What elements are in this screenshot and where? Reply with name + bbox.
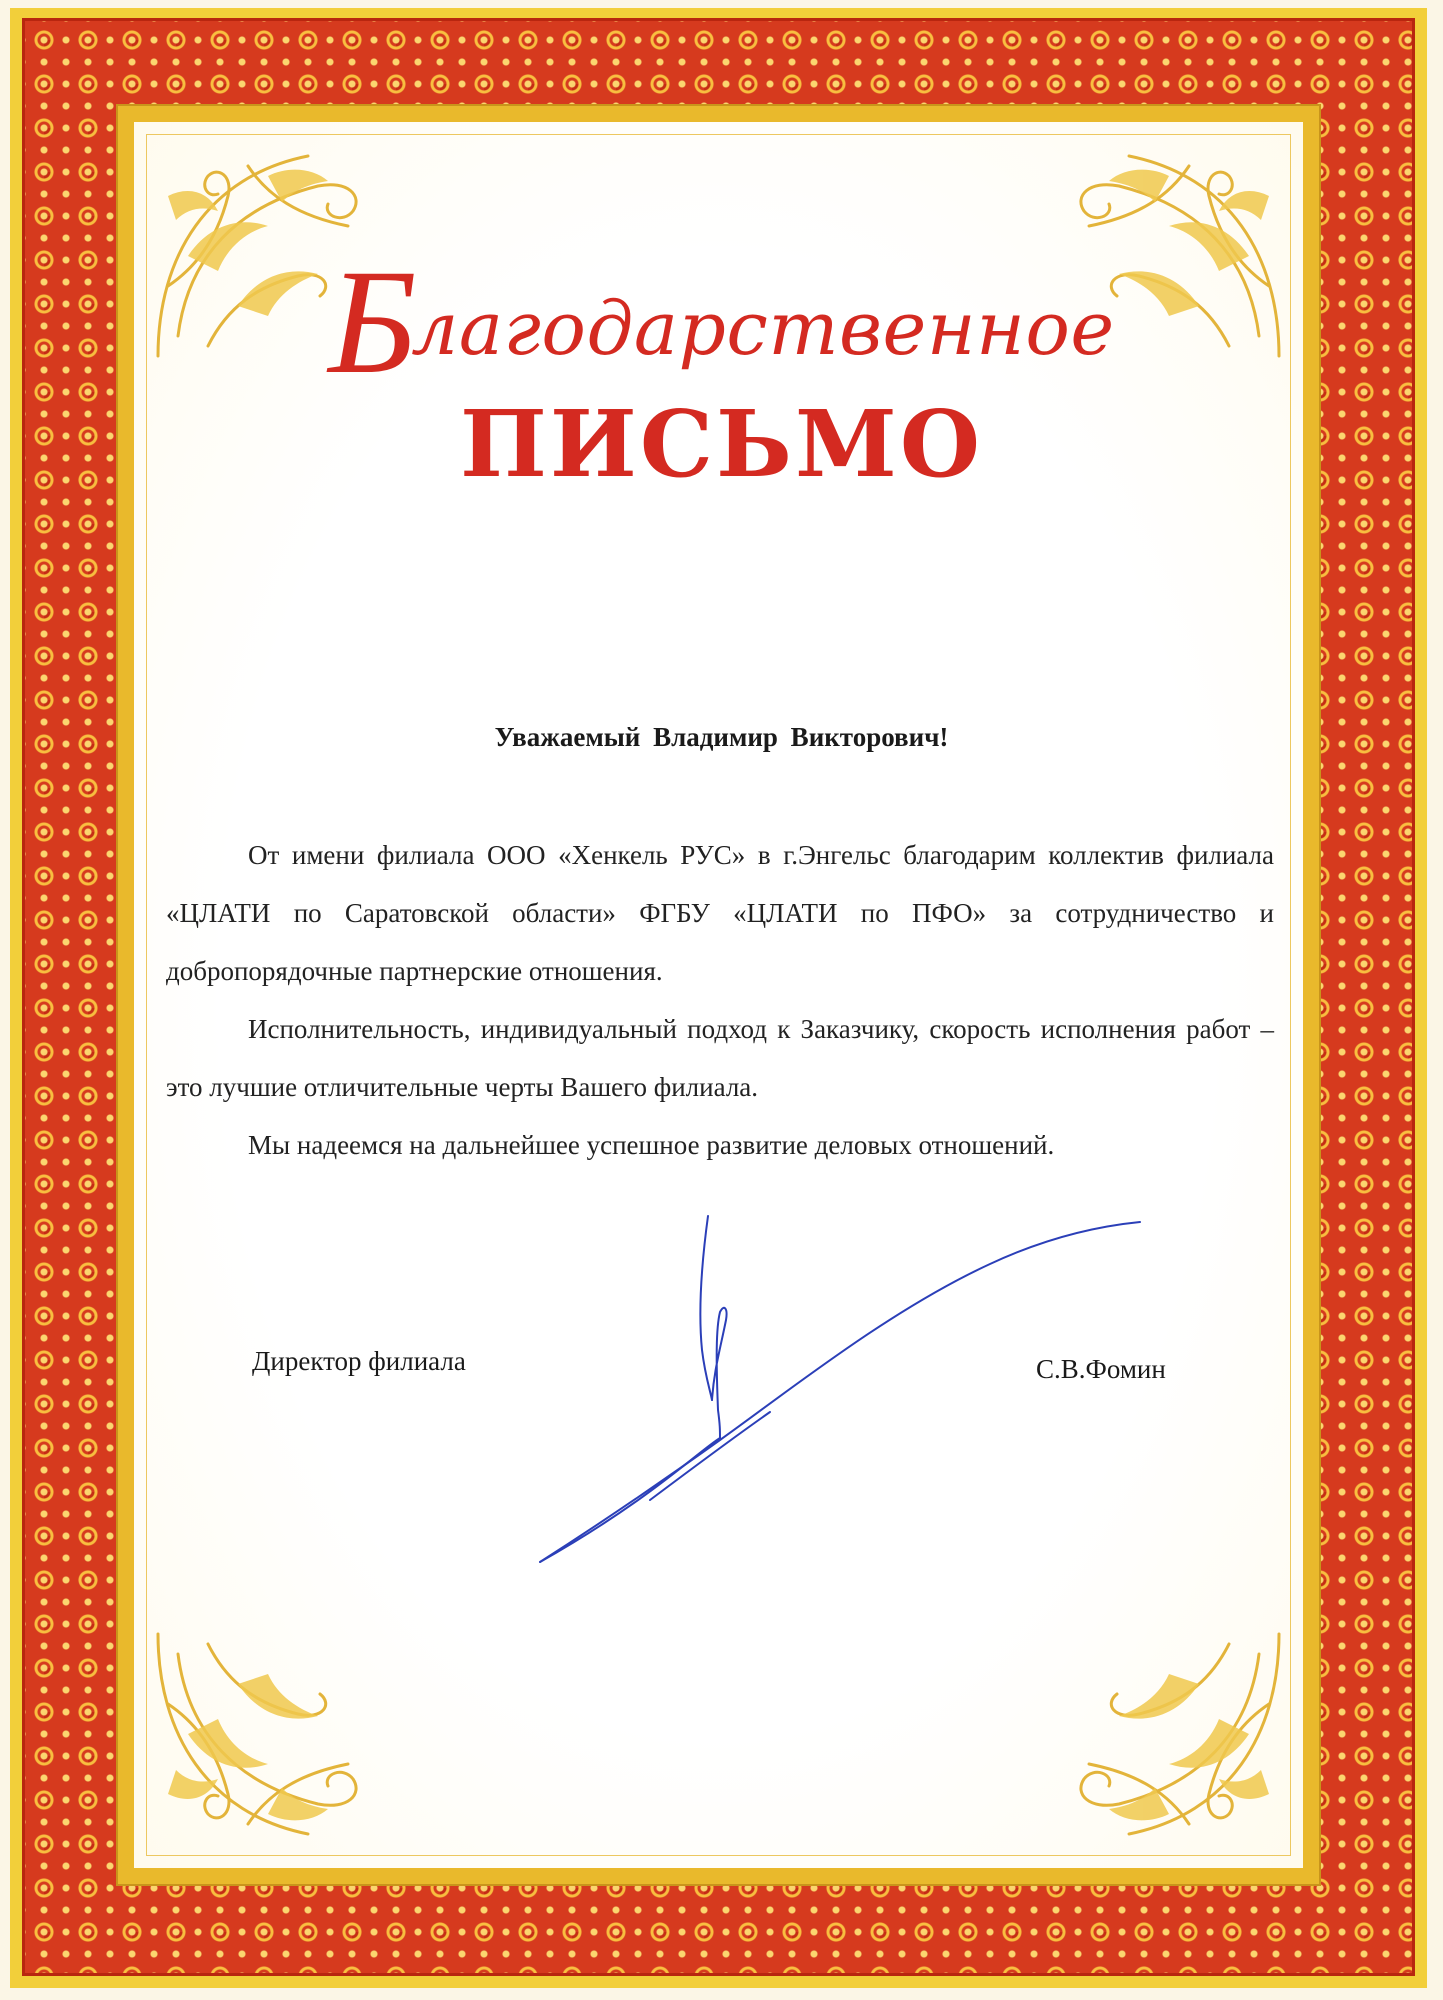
paragraph: Исполнительность, индивидуальный подход к Заказчику, скорость исполнения работ – это лучшие отличительные черты Вашего филиала. [166, 1014, 1274, 1102]
title-main: ПИСЬМО [460, 390, 983, 498]
handwritten-signature [530, 1200, 1150, 1580]
corner-ornament-icon [148, 1624, 378, 1854]
paragraph: Мы надеемся на дальнейшее успешное развитие деловых отношений. [248, 1130, 1055, 1160]
letter-body [166, 826, 1274, 1174]
corner-ornament-icon [1059, 1624, 1289, 1854]
salutation: Уважаемый Владимир Викторович! [494, 722, 949, 752]
paragraph: От имени филиала ООО «Хенкель РУС» в г.Энгельс благодарим коллектив филиала «ЦЛАТИ по Саратовской области» ФГБУ «ЦЛАТИ по ПФО» за сотрудничество и добропорядочные партнерские отношения. [166, 840, 1274, 986]
signatory-name: С.В.Фомин [1036, 1354, 1166, 1384]
signatory-position: Директор филиала [252, 1346, 466, 1376]
title-script-initial: Б [328, 239, 418, 405]
title-script-rest: лагодарственное [411, 286, 1115, 372]
title-script [0, 236, 1443, 408]
